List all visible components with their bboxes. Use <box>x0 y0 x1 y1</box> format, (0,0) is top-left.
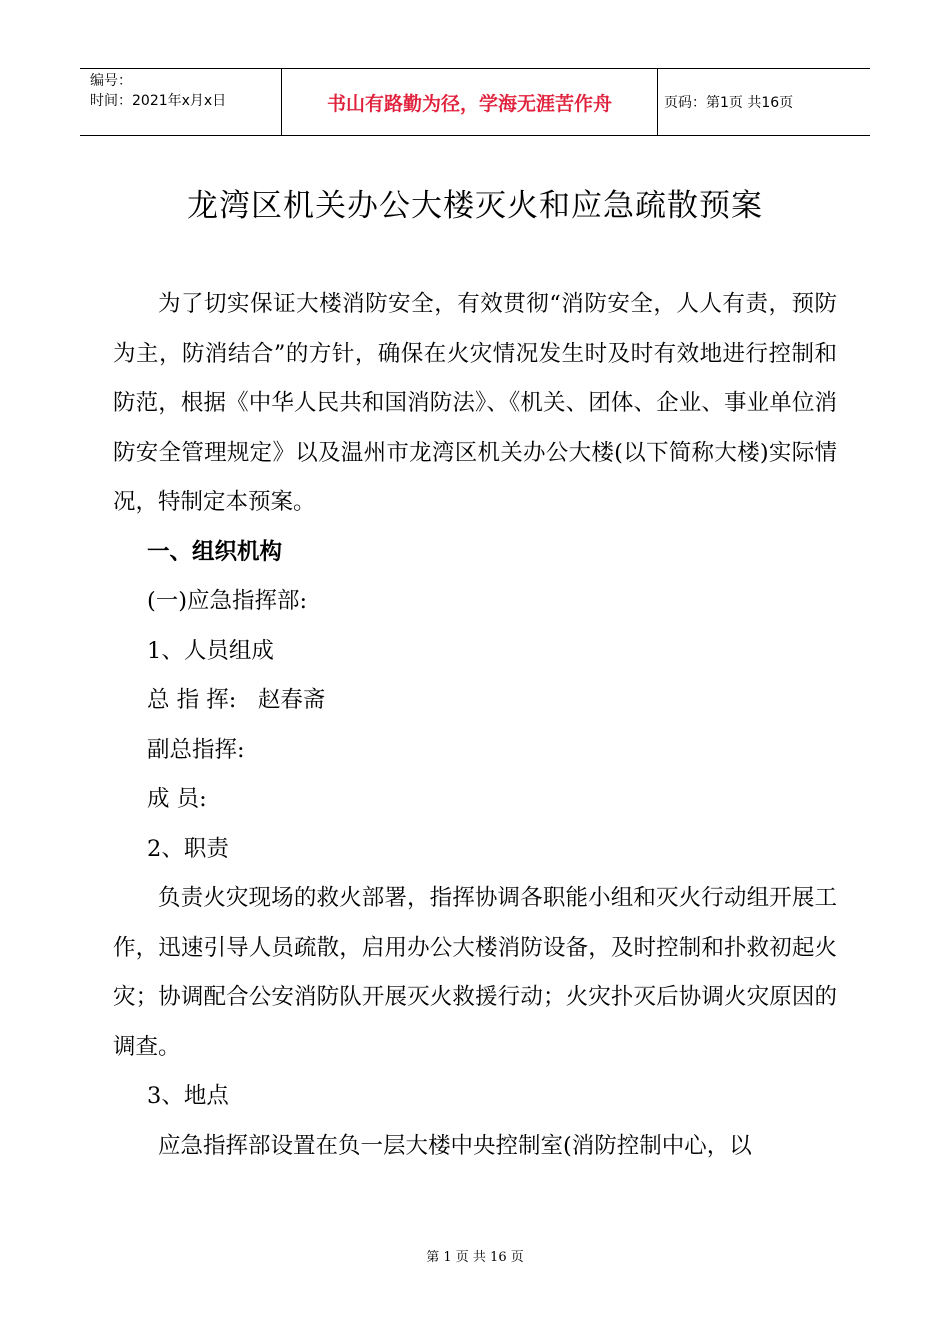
intro-paragraph: 为了切实保证大楼消防安全，有效贯彻“消防安全，人人有责，预防为主，防消结合”的方针，确保在火灾情况发生时及时有效地进行控制和防范，根据《中华人民共和国消防法》、《机关、团体、企业、事业单位消防安全管理规定》以及温州市龙湾区机关办公大楼(以下简称大楼)实际情况，特制定本预案。 <box>113 291 837 515</box>
page-number-cell <box>658 69 870 135</box>
item-heading-duties: 2、职责 <box>147 835 229 862</box>
item-heading-personnel: 1、人员组成 <box>147 637 274 664</box>
commander-name: 赵春斋 <box>257 687 326 713</box>
section-heading-organization: 一、组织机构 <box>147 538 283 565</box>
page-footer: 第 1 页 共 16 页 <box>426 1250 524 1265</box>
motto-cell <box>282 69 658 135</box>
location-paragraph: 应急指挥部设置在负一层大楼中央控制室(消防控制中心，以 <box>158 1132 752 1159</box>
deputy-commander-label: 副总指挥: <box>147 736 245 763</box>
header-table <box>80 68 870 136</box>
document-title: 龙湾区机关办公大楼灭火和应急疏散预案 <box>187 188 763 224</box>
commander-label: 总 指 挥: <box>147 687 237 713</box>
document-body <box>113 280 837 1171</box>
subsection-command-center: (一)应急指挥部: <box>147 588 308 614</box>
motto-text: 书山有路勤为径，学海无涯苦作舟 <box>326 92 612 115</box>
time-label: 时间：2021年x月x日 <box>90 93 227 109</box>
serial-number-label: 编号： <box>90 73 132 89</box>
page-number-label: 页码：第1页 共16页 <box>664 95 794 111</box>
members-label: 成 员: <box>147 786 207 812</box>
duties-paragraph: 负责火灾现场的救火部署，指挥协调各职能小组和灭火行动组开展工作，迅速引导人员疏散，启用办公大楼消防设备，及时控制和扑救初起火灾；协调配合公安消防队开展灭火救援行动；火灾扑灭后协调火灾原因的调查。 <box>113 885 837 1060</box>
item-heading-location: 3、地点 <box>147 1083 229 1109</box>
header-meta-cell <box>80 69 282 135</box>
commander-line <box>113 676 837 726</box>
